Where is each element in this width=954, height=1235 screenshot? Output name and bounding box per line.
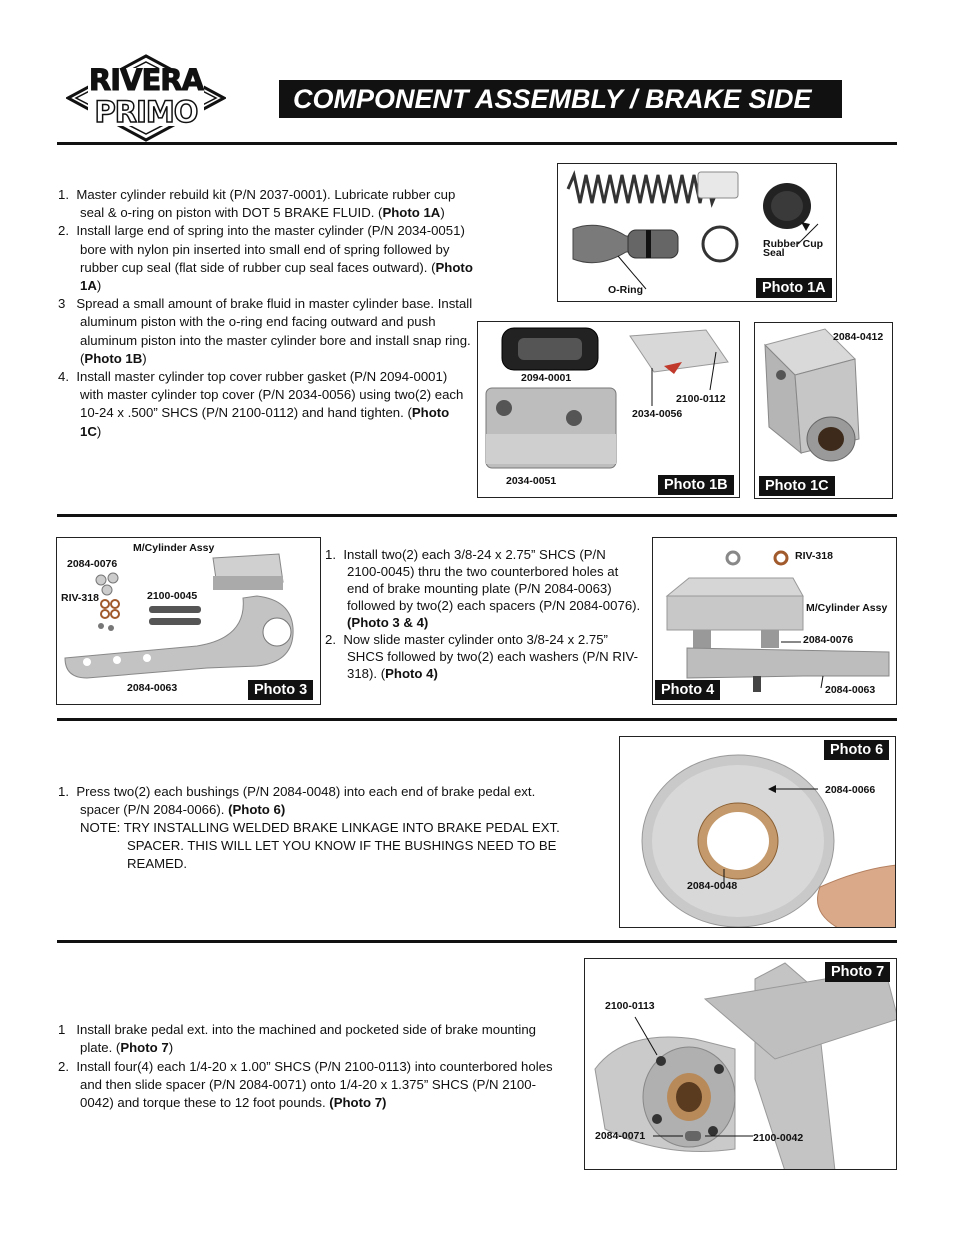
label-2084-0048: 2084-0048: [687, 880, 738, 892]
step-1: 1. Master cylinder rebuild kit (P/N 2037-0001). Lubricate rubber cup seal & o-ring on piston with DOT 5 BRAKE FLUID. (Photo 1A): [58, 187, 456, 221]
label-m-cylinder-assy: M/Cylinder Assy: [133, 542, 215, 554]
label-2084-0076: 2084-0076: [803, 634, 854, 646]
photo-4: [652, 537, 897, 705]
label-2084-0063: 2084-0063: [127, 682, 178, 694]
label-2034-0056: 2034-0056: [632, 408, 683, 420]
photo-7-tag: Photo 7: [825, 962, 890, 982]
photo-3: [56, 537, 321, 705]
note-text: NOTE: TRY INSTALLING WELDED BRAKE LINKAGE INTO BRAKE PEDAL EXT. SPACER. THIS WILL LET YOU KNOW IF THE BUSHINGS NEED TO BE REAMED.: [80, 820, 560, 871]
photo-4-tag: Photo 4: [655, 680, 720, 700]
label-o-ring: O-Ring: [608, 284, 643, 296]
logo-rivera-text: RIVERA: [88, 63, 204, 97]
step-2: 2. Now slide master cylinder onto 3/8-24 x 2.75” SHCS followed by two(2) each washers (P/N RIV-318). (Photo 4): [325, 632, 638, 681]
label-2100-0112: 2100-0112: [676, 393, 726, 405]
photo-7: [584, 958, 897, 1170]
rivera-primo-logo: [66, 54, 226, 142]
label-2100-0045: 2100-0045: [147, 590, 198, 602]
label-2084-0071: 2084-0071: [595, 1130, 646, 1142]
divider: [57, 514, 897, 517]
label-2034-0051: 2034-0051: [506, 475, 557, 487]
photo-6-tag: Photo 6: [824, 740, 889, 760]
step-1: 1 Install brake pedal ext. into the machined and pocketed side of brake mounting plate. (Photo 7): [58, 1022, 537, 1056]
photo-1b-tag: Photo 1B: [658, 475, 734, 495]
photo-1c: [754, 322, 893, 499]
label-rubber-cup: Rubber Cup: [763, 238, 824, 250]
label-2100-0042: 2100-0042: [753, 1132, 804, 1144]
label-riv-318: RIV-318: [61, 592, 99, 604]
label-2084-0066: 2084-0066: [825, 784, 876, 796]
label-riv-318: RIV-318: [795, 550, 833, 562]
photo-1b: [477, 321, 740, 498]
divider: [57, 718, 897, 721]
step-1: 1. Install two(2) each 3/8-24 x 2.75” SHCS (P/N 2100-0045) thru the two counterbored holes at end of brake mounting plate (P/N 2084-0063) followed by two(2) each spacers (P/N 2084-0076). (Photo 3 & 4): [325, 547, 641, 630]
section3-steps: [58, 783, 568, 873]
label-2084-0076: 2084-0076: [67, 558, 118, 570]
label-2100-0113: 2100-0113: [605, 1000, 655, 1012]
section4-steps: [58, 1021, 558, 1112]
step-1: 1. Press two(2) each bushings (P/N 2084-0048) into each end of brake pedal ext. spacer (P/N 2084-0066). (Photo 6): [58, 784, 536, 817]
label-2094-0001: 2094-0001: [521, 372, 572, 384]
step-4: 4. Install master cylinder top cover rubber gasket (P/N 2094-0001) with master cylinder top cover (P/N 2034-0056) using two(2) each 10-24 x .500” SHCS (P/N 2100-0112) and hand tighten. (Photo 1C): [58, 369, 464, 439]
photo-1a-tag: Photo 1A: [756, 278, 832, 298]
section1-steps: [58, 186, 474, 441]
photo-6: [619, 736, 896, 928]
section2-steps: [325, 546, 643, 682]
label-seal: Seal: [763, 247, 785, 259]
label-2084-0412: 2084-0412: [833, 331, 884, 343]
divider: [57, 142, 897, 145]
step-3: 3 Spread a small amount of brake fluid in master cylinder base. Install aluminum piston with the o-ring end facing outward and push aluminum piston into the master cylinder bore and install snap ring. (Photo 1B): [58, 296, 473, 366]
page-title: COMPONENT ASSEMBLY / BRAKE SIDE: [279, 80, 842, 118]
label-m-cylinder-assy: M/Cylinder Assy: [806, 602, 888, 614]
photo-1c-tag: Photo 1C: [759, 476, 835, 496]
step-2: 2. Install large end of spring into the master cylinder (P/N 2034-0051) bore with nylon pin inserted into small end of spring followed by rubber cup seal (flat side of rubber cup seal faces outward). (Photo 1A): [58, 223, 473, 294]
step-2: 2. Install four(4) each 1/4-20 x 1.00” SHCS (P/N 2100-0113) into counterbored holes and then slide spacer (P/N 2084-0071) onto 1/4-20 x 1.375” SHCS (P/N 2100-0042) and torque these to 12 foot pounds. (Photo 7): [58, 1058, 553, 1111]
logo-primo-text: PRIMO: [94, 95, 198, 129]
label-2084-0063: 2084-0063: [825, 684, 876, 696]
photo-3-tag: Photo 3: [248, 680, 313, 700]
photo-1a: [557, 163, 837, 302]
divider: [57, 940, 897, 943]
